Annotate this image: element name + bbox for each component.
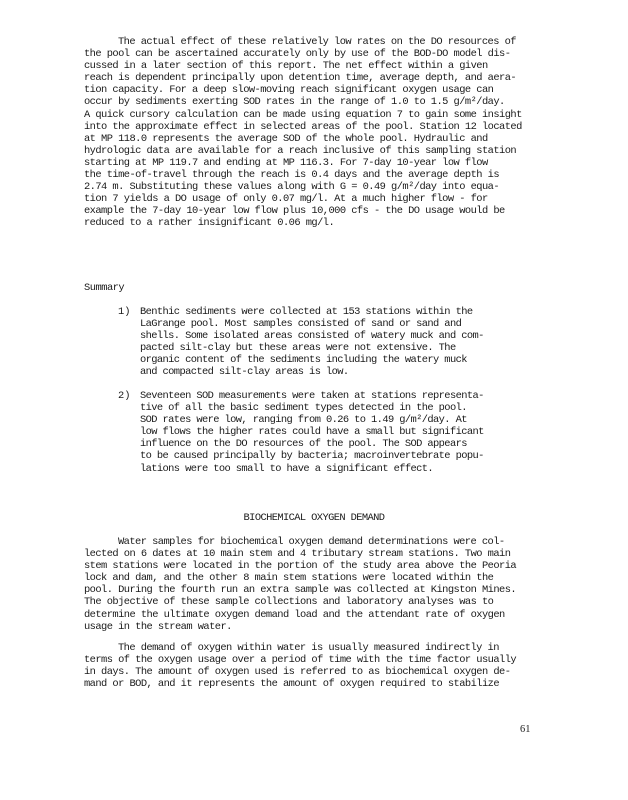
text-line: The demand of oxygen within water is usually measured indirectly in bbox=[118, 642, 499, 654]
summary-item-text bbox=[140, 390, 484, 475]
text-line: pool. During the fourth run an extra sample was collected at Kingston Mines. bbox=[84, 584, 517, 597]
text-line: SOD rates were low, ranging from 0.26 to 1.49 g/m²/day. At bbox=[140, 414, 467, 427]
text-line: to be caused principally by bacteria; macroinvertebrate popu- bbox=[140, 450, 484, 463]
text-line: Benthic sediments were collected at 153 stations within the bbox=[140, 306, 473, 318]
summary-item-number: 1) bbox=[118, 306, 131, 318]
text-line: example the 7-day 10-year low flow plus 10,000 cfs - the DO usage would be bbox=[84, 205, 505, 218]
text-line: into the approximate effect in selected areas of the pool. Station 12 located bbox=[84, 120, 522, 133]
text-line: reach is dependent principally upon detention time, average depth, and aera- bbox=[84, 72, 517, 85]
text-line: 2.74 m. Substituting these values along with G = 0.49 g/m²/day into equa- bbox=[84, 181, 500, 194]
text-line: cussed in a later section of this report. The net effect within a given bbox=[84, 60, 488, 73]
paragraph-sod-effect bbox=[84, 36, 554, 230]
text-line: The objective of these sample collections and laboratory analyses was to bbox=[84, 596, 494, 609]
text-line: LaGrange pool. Most samples consisted of sand or sand and bbox=[140, 318, 462, 331]
text-line: the pool can be ascertained accurately only by use of the BOD-DO model dis- bbox=[84, 48, 511, 61]
text-line: in days. The amount of oxygen used is referred to as biochemical oxygen de- bbox=[84, 666, 511, 679]
text-line: lock and dam, and the other 8 main stem stations were located within the bbox=[84, 572, 494, 585]
text-line: lected on 6 dates at 10 main stem and 4 tributary stream stations. Two main bbox=[84, 548, 511, 561]
page-number: 61 bbox=[520, 724, 531, 735]
text-line: stem stations were located in the portion of the study area above the Peoria bbox=[84, 560, 517, 573]
paragraph-bod-sampling bbox=[84, 536, 554, 633]
summary-item-text bbox=[140, 306, 484, 379]
text-line: terms of the oxygen usage over a period of time with the time factor usually bbox=[84, 654, 517, 667]
text-line: tion capacity. For a deep slow-moving reach significant oxygen usage can bbox=[84, 84, 494, 97]
summary-label: Summary bbox=[84, 282, 125, 294]
text-line: hydrologic data are available for a reach inclusive of this sampling station bbox=[84, 144, 517, 157]
text-line: Seventeen SOD measurements were taken at stations representa- bbox=[140, 390, 484, 402]
text-line: tion 7 yields a DO usage of only 0.07 mg/l. At a much higher flow - for bbox=[84, 193, 488, 206]
text-line: starting at MP 119.7 and ending at MP 116.3. For 7-day 10-year low flow bbox=[84, 156, 488, 169]
text-line: and compacted silt-clay areas is low. bbox=[140, 366, 349, 379]
paragraph-bod-definition bbox=[84, 642, 554, 690]
text-line: reduced to a rather insignificant 0.06 mg/l. bbox=[84, 217, 335, 230]
text-line: A quick cursory calculation can be made using equation 7 to gain some insight bbox=[84, 108, 522, 121]
text-line: at MP 118.0 represents the average SOD of the whole pool. Hydraulic and bbox=[84, 132, 488, 145]
text-line: low flows the higher rates could have a small but significant bbox=[140, 426, 484, 439]
text-line: mand or BOD, and it represents the amount of oxygen required to stabilize bbox=[84, 678, 500, 691]
summary-item-number: 2) bbox=[118, 390, 131, 402]
text-line: tive of all the basic sediment types detected in the pool. bbox=[140, 402, 467, 415]
text-line: The actual effect of these relatively low rates on the DO resources of bbox=[118, 36, 516, 48]
text-line: usage in the stream water. bbox=[84, 620, 232, 633]
text-line: shells. Some isolated areas consisted of watery muck and com- bbox=[140, 330, 484, 343]
text-line: pacted silt-clay but these areas were not extensive. The bbox=[140, 342, 456, 355]
text-line: Water samples for biochemical oxygen demand determinations were col- bbox=[118, 536, 505, 548]
text-line: influence on the DO resources of the pool. The SOD appears bbox=[140, 438, 467, 451]
text-line: occur by sediments exerting SOD rates in the range of 1.0 to 1.5 g/m²/day. bbox=[84, 96, 505, 109]
text-line: lations were too small to have a significant effect. bbox=[140, 462, 434, 475]
text-line: the time-of-travel through the reach is 0.4 days and the average depth is bbox=[84, 169, 500, 182]
text-line: determine the ultimate oxygen demand load and the attendant rate of oxygen bbox=[84, 608, 505, 621]
section-heading: BIOCHEMICAL OXYGEN DEMAND bbox=[243, 512, 385, 524]
text-line: organic content of the sediments including the watery muck bbox=[140, 354, 467, 367]
